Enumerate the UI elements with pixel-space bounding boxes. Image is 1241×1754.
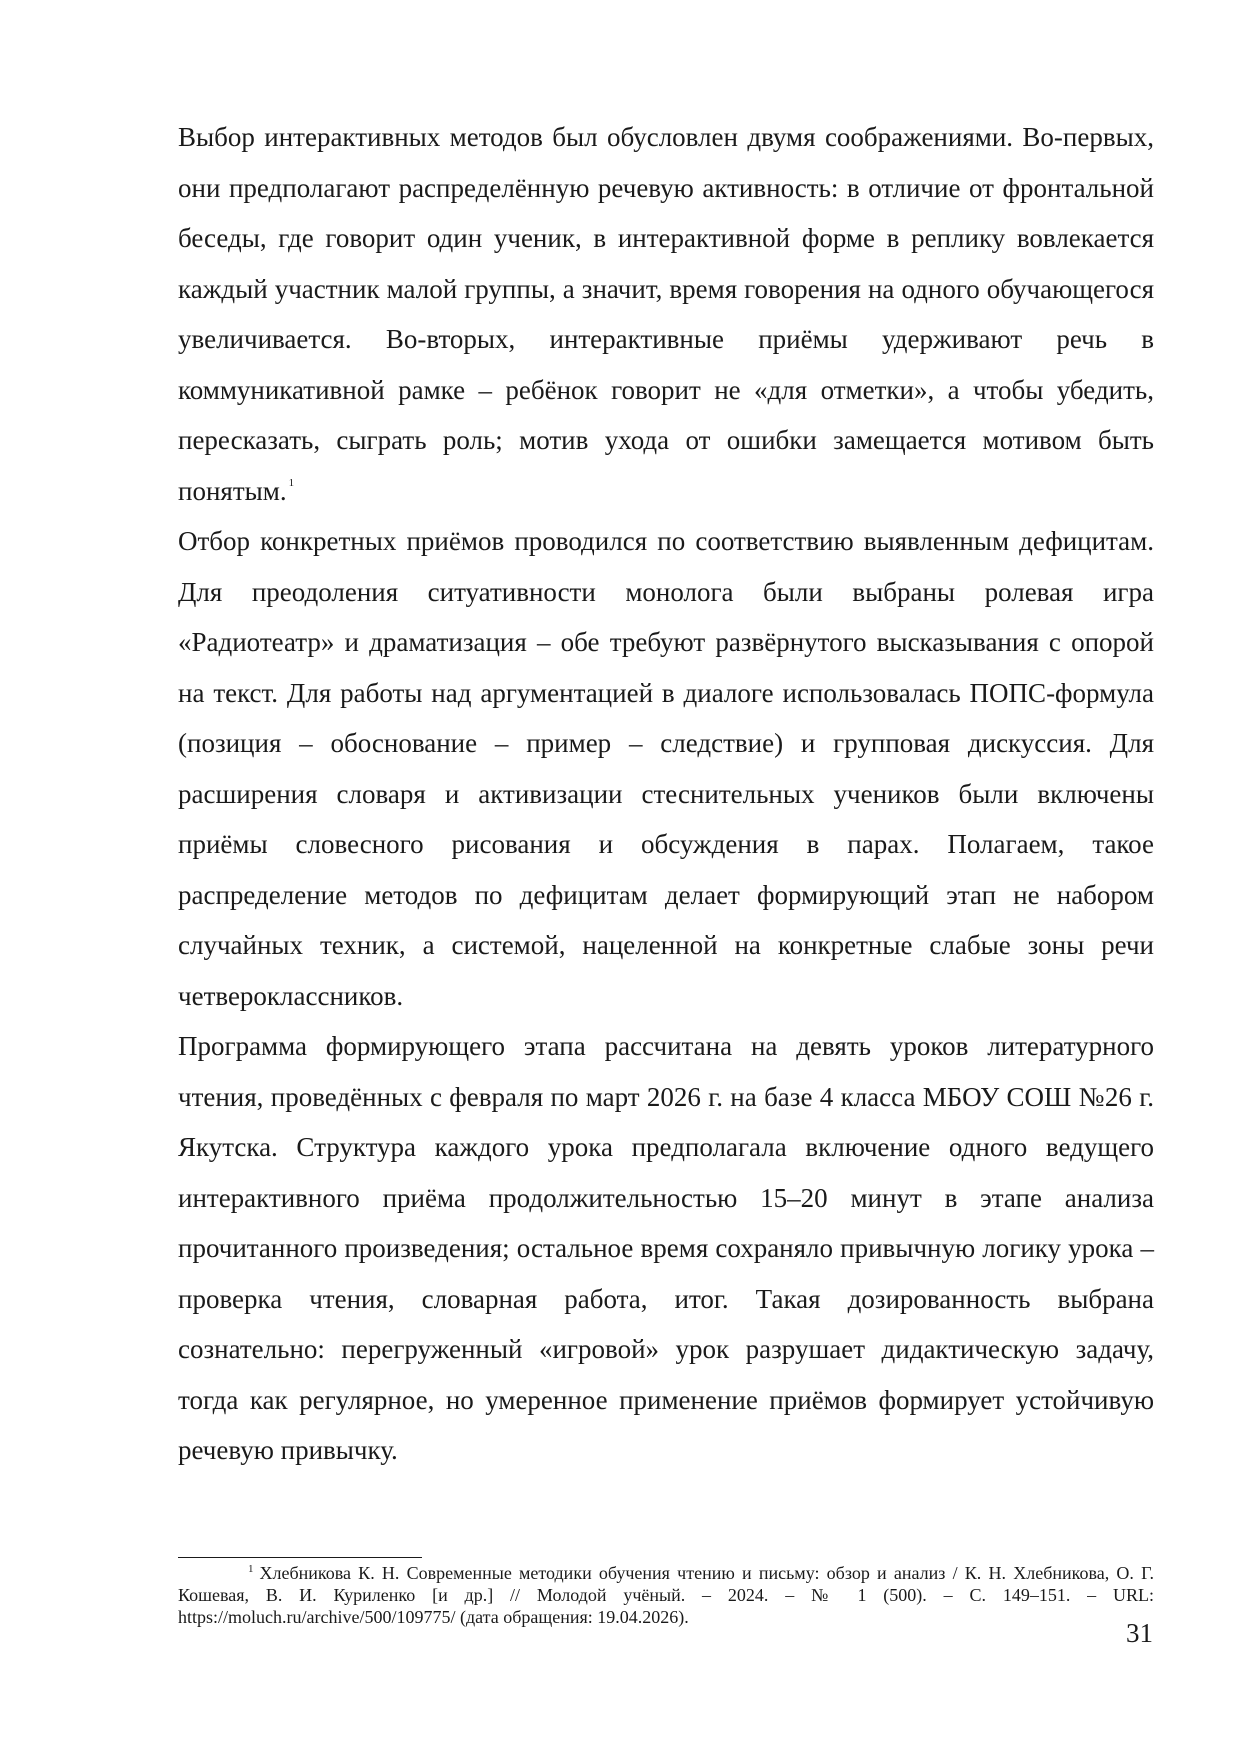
body-text [178,112,1154,1476]
footnote-number: 1 [248,1563,254,1575]
footnote [178,1562,1154,1628]
paragraph-1 [178,112,1154,516]
footnote-separator [178,1557,422,1558]
paragraph-3: Программа формирующего этапа рассчитана на девять уроков литературного чтения, проведённых с февраля по март 2026 г. на базе 4 класса МБОУ СОШ №26 г. Якутска. Структура каждого урока предполагала включение одного ведущего интерактивного приёма продолжительностью 15–20 минут в этапе анализа прочитанного произведения; остальное время сохраняло привычную логику урока – проверка чтения, словарная работа, итог. Такая дозированность выбрана сознательно: перегруженный «игровой» урок разрушает дидактическую задачу, тогда как регулярное, но умеренное применение приёмов формирует устойчивую речевую привычку. [178,1031,1154,1465]
paragraph-1-text: Выбор интерактивных методов был обусловлен двумя соображениями. Во-первых, они предполагают распределённую речевую активность: в отличие от фронтальной беседы, где говорит один ученик, в интерактивной форме в реплику вовлекается каждый участник малой группы, а значит, время говорения на одного обучающегося увеличивается. Во-вторых, интерактивные приёмы удерживают речь в коммуникативной рамке – ребёнок говорит не «для отметки», а чтобы убедить, пересказать, сыграть роль; мотив ухода от ошибки замещается мотивом быть понятым. [178,122,1154,506]
footnote-text: Хлебникова К. Н. Современные методики обучения чтению и письму: обзор и анализ / К. Н. Хлебникова, О. Г. Кошевая, В. И. Куриленко [и др.] // Молодой учёный. – 2024. – № 1 (500). – С. 149–151. – URL: https://moluch.ru/archive/500/109775/ (дата обращения: 19.04.2026). [178,1563,1154,1627]
page-number: 31 [1126,1618,1153,1648]
paragraph-2: Отбор конкретных приёмов проводился по соответствию выявленным дефицитам. Для преодоления ситуативности монолога были выбраны ролевая игра «Радиотеатр» и драматизация – обе требуют развёрнутого высказывания с опорой на текст. Для работы над аргументацией в диалоге использовалась ПОПС-формула (позиция – обоснование – пример – следствие) и групповая дискуссия. Для расширения словаря и активизации стеснительных учеников были включены приёмы словесного рисования и обсуждения в парах. Полагаем, такое распределение методов по дефицитам делает формирующий этап не набором случайных техник, а системой, нацеленной на конкретные слабые зоны речи четвероклассников. [178,526,1154,1011]
footnote-reference[interactable]: 1 [288,476,295,489]
